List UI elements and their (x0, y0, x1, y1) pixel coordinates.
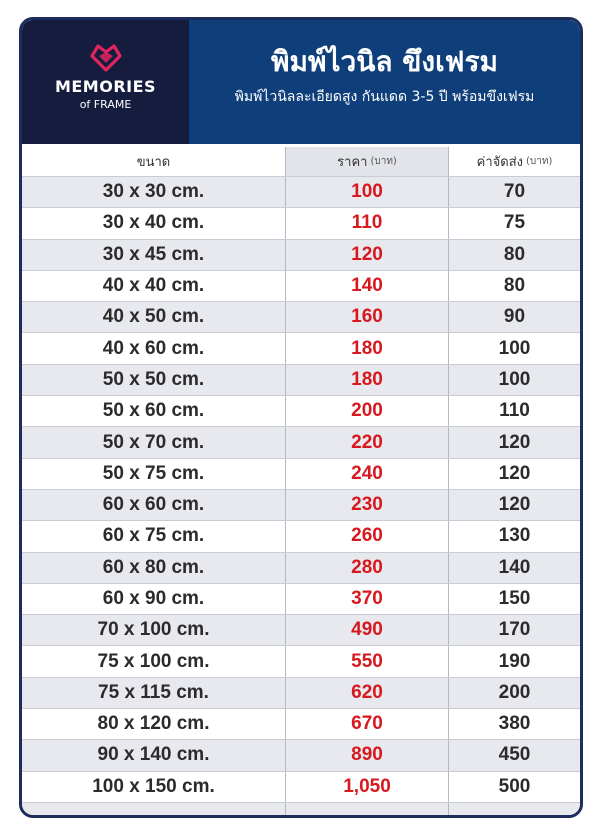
size-value: 50 x 50 cm. (102, 368, 205, 390)
shipping-value: 380 (498, 713, 531, 735)
shipping-cell (449, 615, 580, 645)
size-value: 60 x 60 cm. (102, 494, 205, 516)
shipping-value: 140 (498, 556, 531, 578)
size-cell (22, 459, 286, 489)
price-cell (286, 333, 449, 363)
price-value: 490 (351, 619, 383, 641)
shipping-cell (449, 584, 580, 614)
table-row (22, 646, 580, 677)
price-cell (286, 709, 449, 739)
size-value: 50 x 60 cm. (102, 400, 205, 422)
price-value: 230 (351, 494, 383, 516)
size-value: 70 x 100 cm. (97, 619, 210, 641)
size-cell (22, 302, 286, 332)
header-price (286, 147, 449, 176)
header-size-label: ขนาด (136, 155, 171, 170)
price-cell (286, 240, 449, 270)
table-row (22, 208, 580, 239)
table-row (22, 459, 580, 490)
price-cell (286, 615, 449, 645)
shipping-cell (449, 646, 580, 676)
size-value: 60 x 90 cm. (102, 588, 205, 609)
size-cell (22, 396, 286, 426)
page-title: พิมพ์ไวนิล ขึงเฟรม (271, 45, 498, 78)
shipping-cell (449, 302, 580, 332)
shipping-cell (449, 459, 580, 489)
table-row (22, 678, 580, 709)
price-value: 140 (351, 275, 383, 297)
size-value: 75 x 100 cm. (97, 650, 210, 672)
table-header-row (22, 147, 580, 177)
header-shipping-label: ค่าจัดส่ง (476, 155, 523, 170)
price-value: 110 (351, 212, 383, 234)
shipping-value: 150 (498, 588, 531, 609)
price-value: 180 (351, 368, 383, 390)
shipping-value: 110 (499, 400, 530, 422)
shipping-cell (449, 521, 580, 551)
shipping-value: 70 (503, 181, 526, 203)
header-price-unit: (บาท) (370, 156, 397, 167)
table-row (22, 396, 580, 427)
table-row (22, 553, 580, 584)
size-value: 40 x 50 cm. (102, 306, 205, 328)
footer-cell (449, 803, 580, 818)
price-cell (286, 365, 449, 395)
size-cell (22, 365, 286, 395)
size-value: 50 x 70 cm. (102, 431, 205, 453)
shipping-cell (449, 553, 580, 583)
size-value: 40 x 40 cm. (102, 275, 205, 297)
price-cell (286, 521, 449, 551)
table-row (22, 271, 580, 302)
table-body (22, 177, 580, 803)
size-cell (22, 208, 286, 238)
header (22, 20, 580, 144)
table-row (22, 333, 580, 364)
price-cell (286, 271, 449, 301)
shipping-value: 100 (498, 337, 531, 359)
price-cell (286, 584, 449, 614)
size-cell (22, 521, 286, 551)
table-row (22, 521, 580, 552)
shipping-cell (449, 740, 580, 770)
price-table (22, 147, 580, 818)
logo-panel (22, 20, 189, 144)
price-value: 890 (351, 744, 383, 766)
price-cell (286, 553, 449, 583)
table-row (22, 584, 580, 615)
shipping-cell (449, 772, 580, 802)
size-cell (22, 490, 286, 520)
price-value: 620 (351, 681, 383, 703)
price-cell (286, 177, 449, 207)
logo-subtitle: of FRAME (79, 98, 132, 111)
shipping-value: 170 (498, 619, 531, 641)
logo-name: MEMORIES (54, 77, 157, 96)
price-value: 370 (351, 588, 383, 609)
shipping-value: 90 (503, 306, 526, 328)
shipping-cell (449, 427, 580, 457)
shipping-cell (449, 709, 580, 739)
size-value: 60 x 80 cm. (102, 556, 205, 578)
shipping-value: 200 (498, 681, 531, 703)
size-value: 50 x 75 cm. (102, 462, 205, 484)
header-shipping-unit: (บาท) (525, 156, 553, 167)
price-value: 180 (351, 337, 383, 359)
table-row (22, 427, 580, 458)
table-row (22, 365, 580, 396)
price-value: 280 (351, 556, 383, 578)
price-cell (286, 678, 449, 708)
size-value: 75 x 115 cm. (98, 681, 209, 703)
price-cell (286, 427, 449, 457)
price-cell (286, 740, 449, 770)
table-row (22, 177, 580, 208)
shipping-cell (449, 365, 580, 395)
shipping-value: 120 (498, 431, 531, 453)
shipping-cell (449, 490, 580, 520)
shipping-value: 500 (498, 775, 531, 797)
size-value: 30 x 40 cm. (102, 212, 205, 234)
table-footer-row (22, 803, 580, 818)
table-row (22, 772, 580, 803)
size-cell (22, 740, 286, 770)
price-value: 120 (351, 243, 383, 265)
table-row (22, 240, 580, 271)
header-size (22, 147, 286, 176)
size-value: 100 x 150 cm. (92, 775, 215, 797)
size-value: 30 x 45 cm. (102, 243, 205, 265)
price-value: 200 (351, 400, 383, 422)
shipping-cell (449, 678, 580, 708)
size-cell (22, 584, 286, 614)
price-cell (286, 302, 449, 332)
price-value: 670 (351, 713, 383, 735)
page-subtitle: พิมพ์ไวนิลละเอียดสูง กันแดด 3-5 ปี พร้อมขึงเฟรม (234, 89, 535, 105)
price-cell (286, 490, 449, 520)
title-panel (189, 20, 580, 144)
size-cell (22, 177, 286, 207)
price-cell (286, 646, 449, 676)
table-row (22, 709, 580, 740)
shipping-value: 120 (498, 462, 531, 484)
size-cell (22, 615, 286, 645)
size-value: 30 x 30 cm. (102, 181, 205, 203)
header-price-label: ราคา (337, 155, 368, 170)
shipping-cell (449, 240, 580, 270)
size-cell (22, 646, 286, 676)
shipping-cell (449, 271, 580, 301)
shipping-value: 80 (503, 275, 526, 297)
size-cell (22, 271, 286, 301)
table-row (22, 302, 580, 333)
shipping-value: 130 (498, 525, 531, 547)
size-cell (22, 709, 286, 739)
price-value: 100 (351, 181, 383, 203)
shipping-value: 100 (498, 368, 531, 390)
size-cell (22, 427, 286, 457)
shipping-cell (449, 208, 580, 238)
shipping-value: 120 (498, 494, 531, 516)
footer-cell (286, 803, 449, 818)
price-value: 1,050 (343, 775, 391, 797)
price-value: 550 (351, 650, 383, 672)
shipping-cell (449, 396, 580, 426)
size-value: 60 x 75 cm. (102, 525, 205, 547)
shipping-value: 190 (498, 650, 531, 672)
shipping-cell (449, 177, 580, 207)
size-cell (22, 333, 286, 363)
price-value: 260 (351, 525, 383, 547)
shipping-value: 75 (503, 212, 526, 234)
price-cell (286, 208, 449, 238)
price-value: 160 (351, 306, 383, 328)
table-row (22, 615, 580, 646)
header-shipping (449, 147, 580, 176)
shipping-cell (449, 333, 580, 363)
footer-cell (22, 803, 286, 818)
price-value: 220 (351, 431, 383, 453)
price-card (19, 17, 583, 818)
price-cell (286, 459, 449, 489)
size-cell (22, 772, 286, 802)
size-cell (22, 240, 286, 270)
size-value: 90 x 140 cm. (97, 744, 210, 766)
price-cell (286, 396, 449, 426)
size-cell (22, 553, 286, 583)
shipping-value: 80 (503, 243, 526, 265)
price-value: 240 (351, 462, 383, 484)
shipping-value: 450 (498, 744, 531, 766)
size-cell (22, 678, 286, 708)
size-value: 40 x 60 cm. (102, 337, 205, 359)
price-cell (286, 772, 449, 802)
heart-diamond-icon (89, 42, 123, 72)
table-row (22, 740, 580, 771)
size-value: 80 x 120 cm. (97, 713, 210, 735)
table-row (22, 490, 580, 521)
